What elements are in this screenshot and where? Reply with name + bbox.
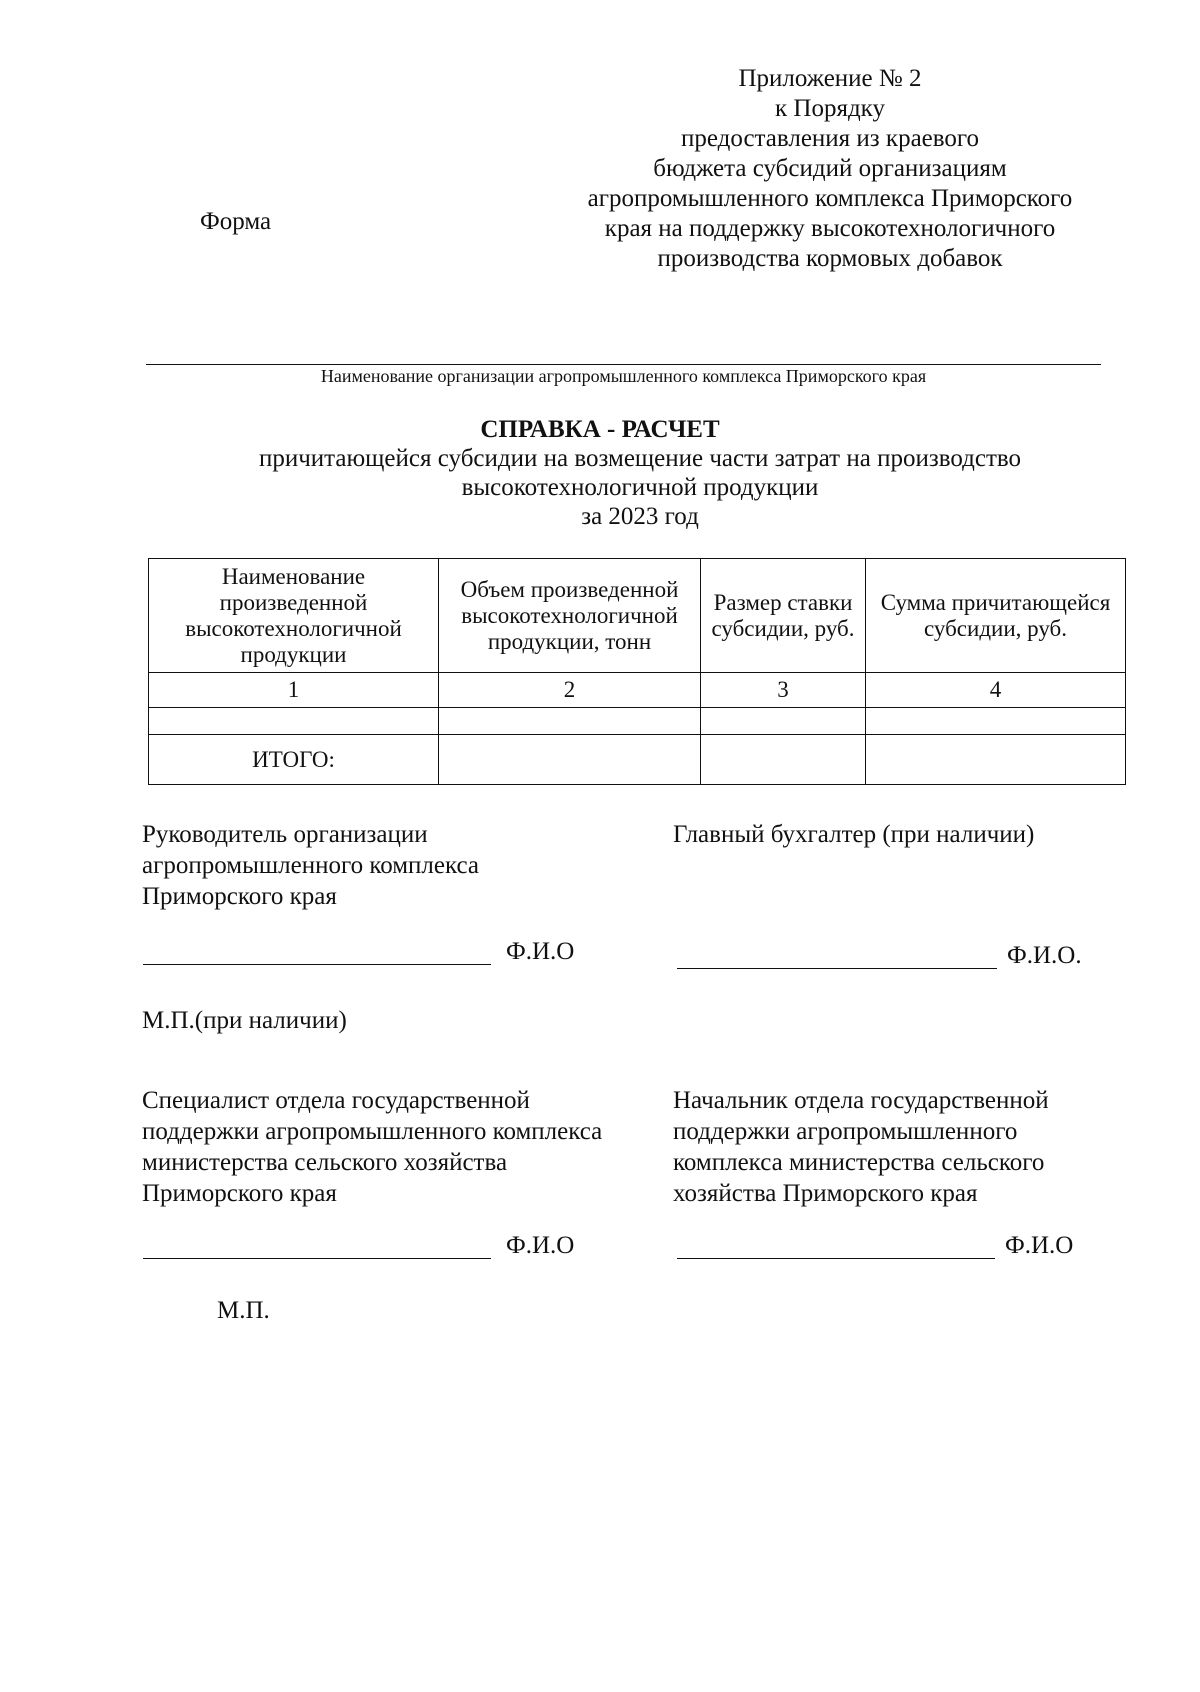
table-cell	[866, 735, 1126, 785]
calculation-table	[148, 558, 1126, 785]
signature-title-line: агропромышленного комплекса	[142, 852, 480, 879]
column-number: 4	[866, 673, 1126, 708]
table-cell	[866, 708, 1126, 735]
specialist-fio: Ф.И.О	[506, 1232, 575, 1259]
subtitle-line: причитающейся субсидии на возмещение части затрат на производство	[258, 445, 1022, 472]
table-column-numbers-row	[149, 673, 1126, 708]
signature-title-line: министерства сельского хозяйства	[142, 1149, 508, 1176]
signature-title-line: Начальник отдела государственной	[673, 1087, 1049, 1114]
column-number: 3	[701, 673, 866, 708]
table-cell	[149, 708, 439, 735]
appendix-line: к Порядку	[775, 95, 885, 122]
total-label: ИТОГО:	[149, 735, 439, 785]
specialist-signature-line	[143, 1258, 491, 1259]
table-cell	[439, 735, 701, 785]
subtitle-line: высокотехнологичной продукции	[461, 474, 819, 501]
header-rate: Размер ставки субсидии, руб.	[701, 559, 866, 673]
header-subsidy-amount: Сумма причитающейся субсидии, руб.	[866, 559, 1126, 673]
organization-name-caption: Наименование организации агропромышленного комплекса Приморского края	[320, 366, 927, 386]
appendix-line: предоставления из краевого	[680, 125, 980, 152]
accountant-signature-title	[673, 819, 1034, 850]
head-fio: Ф.И.О	[506, 938, 575, 965]
appendix-line: края на поддержку высокотехнологичного	[604, 215, 1056, 242]
chief-signature-line	[677, 1258, 995, 1259]
table-row	[149, 708, 1126, 735]
appendix-header	[560, 64, 1100, 274]
signature-title-line: поддержки агропромышленного	[673, 1118, 1018, 1145]
table-header-row	[149, 559, 1126, 673]
table-cell	[439, 708, 701, 735]
document-subtitle	[200, 444, 1080, 531]
head-signature-title	[142, 819, 479, 912]
subtitle-line: за 2023 год	[581, 503, 699, 530]
specialist-signature-title	[142, 1085, 602, 1209]
signature-title-line: комплекса министерства сельского	[673, 1149, 1045, 1176]
table-cell	[701, 735, 866, 785]
header-product-name: Наименование произведенной высокотехнологичной продукции	[149, 559, 439, 673]
table-total-row	[149, 735, 1126, 785]
column-number: 1	[149, 673, 439, 708]
chief-signature-title	[673, 1085, 1049, 1209]
signature-title-line: хозяйства Приморского края	[673, 1180, 978, 1207]
accountant-signature-line	[677, 968, 997, 969]
signature-title-line: Приморского края	[142, 1180, 337, 1207]
table-cell	[701, 708, 866, 735]
document-title: СПРАВКА - РАСЧЕТ	[480, 416, 720, 443]
appendix-line: производства кормовых добавок	[657, 245, 1003, 272]
stamp-optional-label: М.П.(при наличии)	[142, 1007, 347, 1034]
chief-fio: Ф.И.О	[1005, 1232, 1074, 1259]
appendix-line: Приложение № 2	[738, 65, 922, 92]
appendix-line: бюджета субсидий организациям	[653, 155, 1007, 182]
signature-title-line: Специалист отдела государственной	[142, 1087, 530, 1114]
head-signature-line	[143, 964, 491, 965]
organization-name-line	[146, 364, 1101, 365]
signature-title-line: поддержки агропромышленного комплекса	[142, 1118, 603, 1145]
signature-title-line: Главный бухгалтер (при наличии)	[673, 821, 1035, 848]
accountant-fio: Ф.И.О.	[1007, 942, 1082, 969]
column-number: 2	[439, 673, 701, 708]
header-volume: Объем произведенной высокотехнологичной продукции, тонн	[439, 559, 701, 673]
stamp-label: М.П.	[217, 1297, 270, 1324]
signature-title-line: Приморского края	[142, 883, 337, 910]
signature-title-line: Руководитель организации	[142, 821, 428, 848]
form-label: Форма	[200, 208, 272, 235]
appendix-line: агропромышленного комплекса Приморского	[587, 185, 1073, 212]
